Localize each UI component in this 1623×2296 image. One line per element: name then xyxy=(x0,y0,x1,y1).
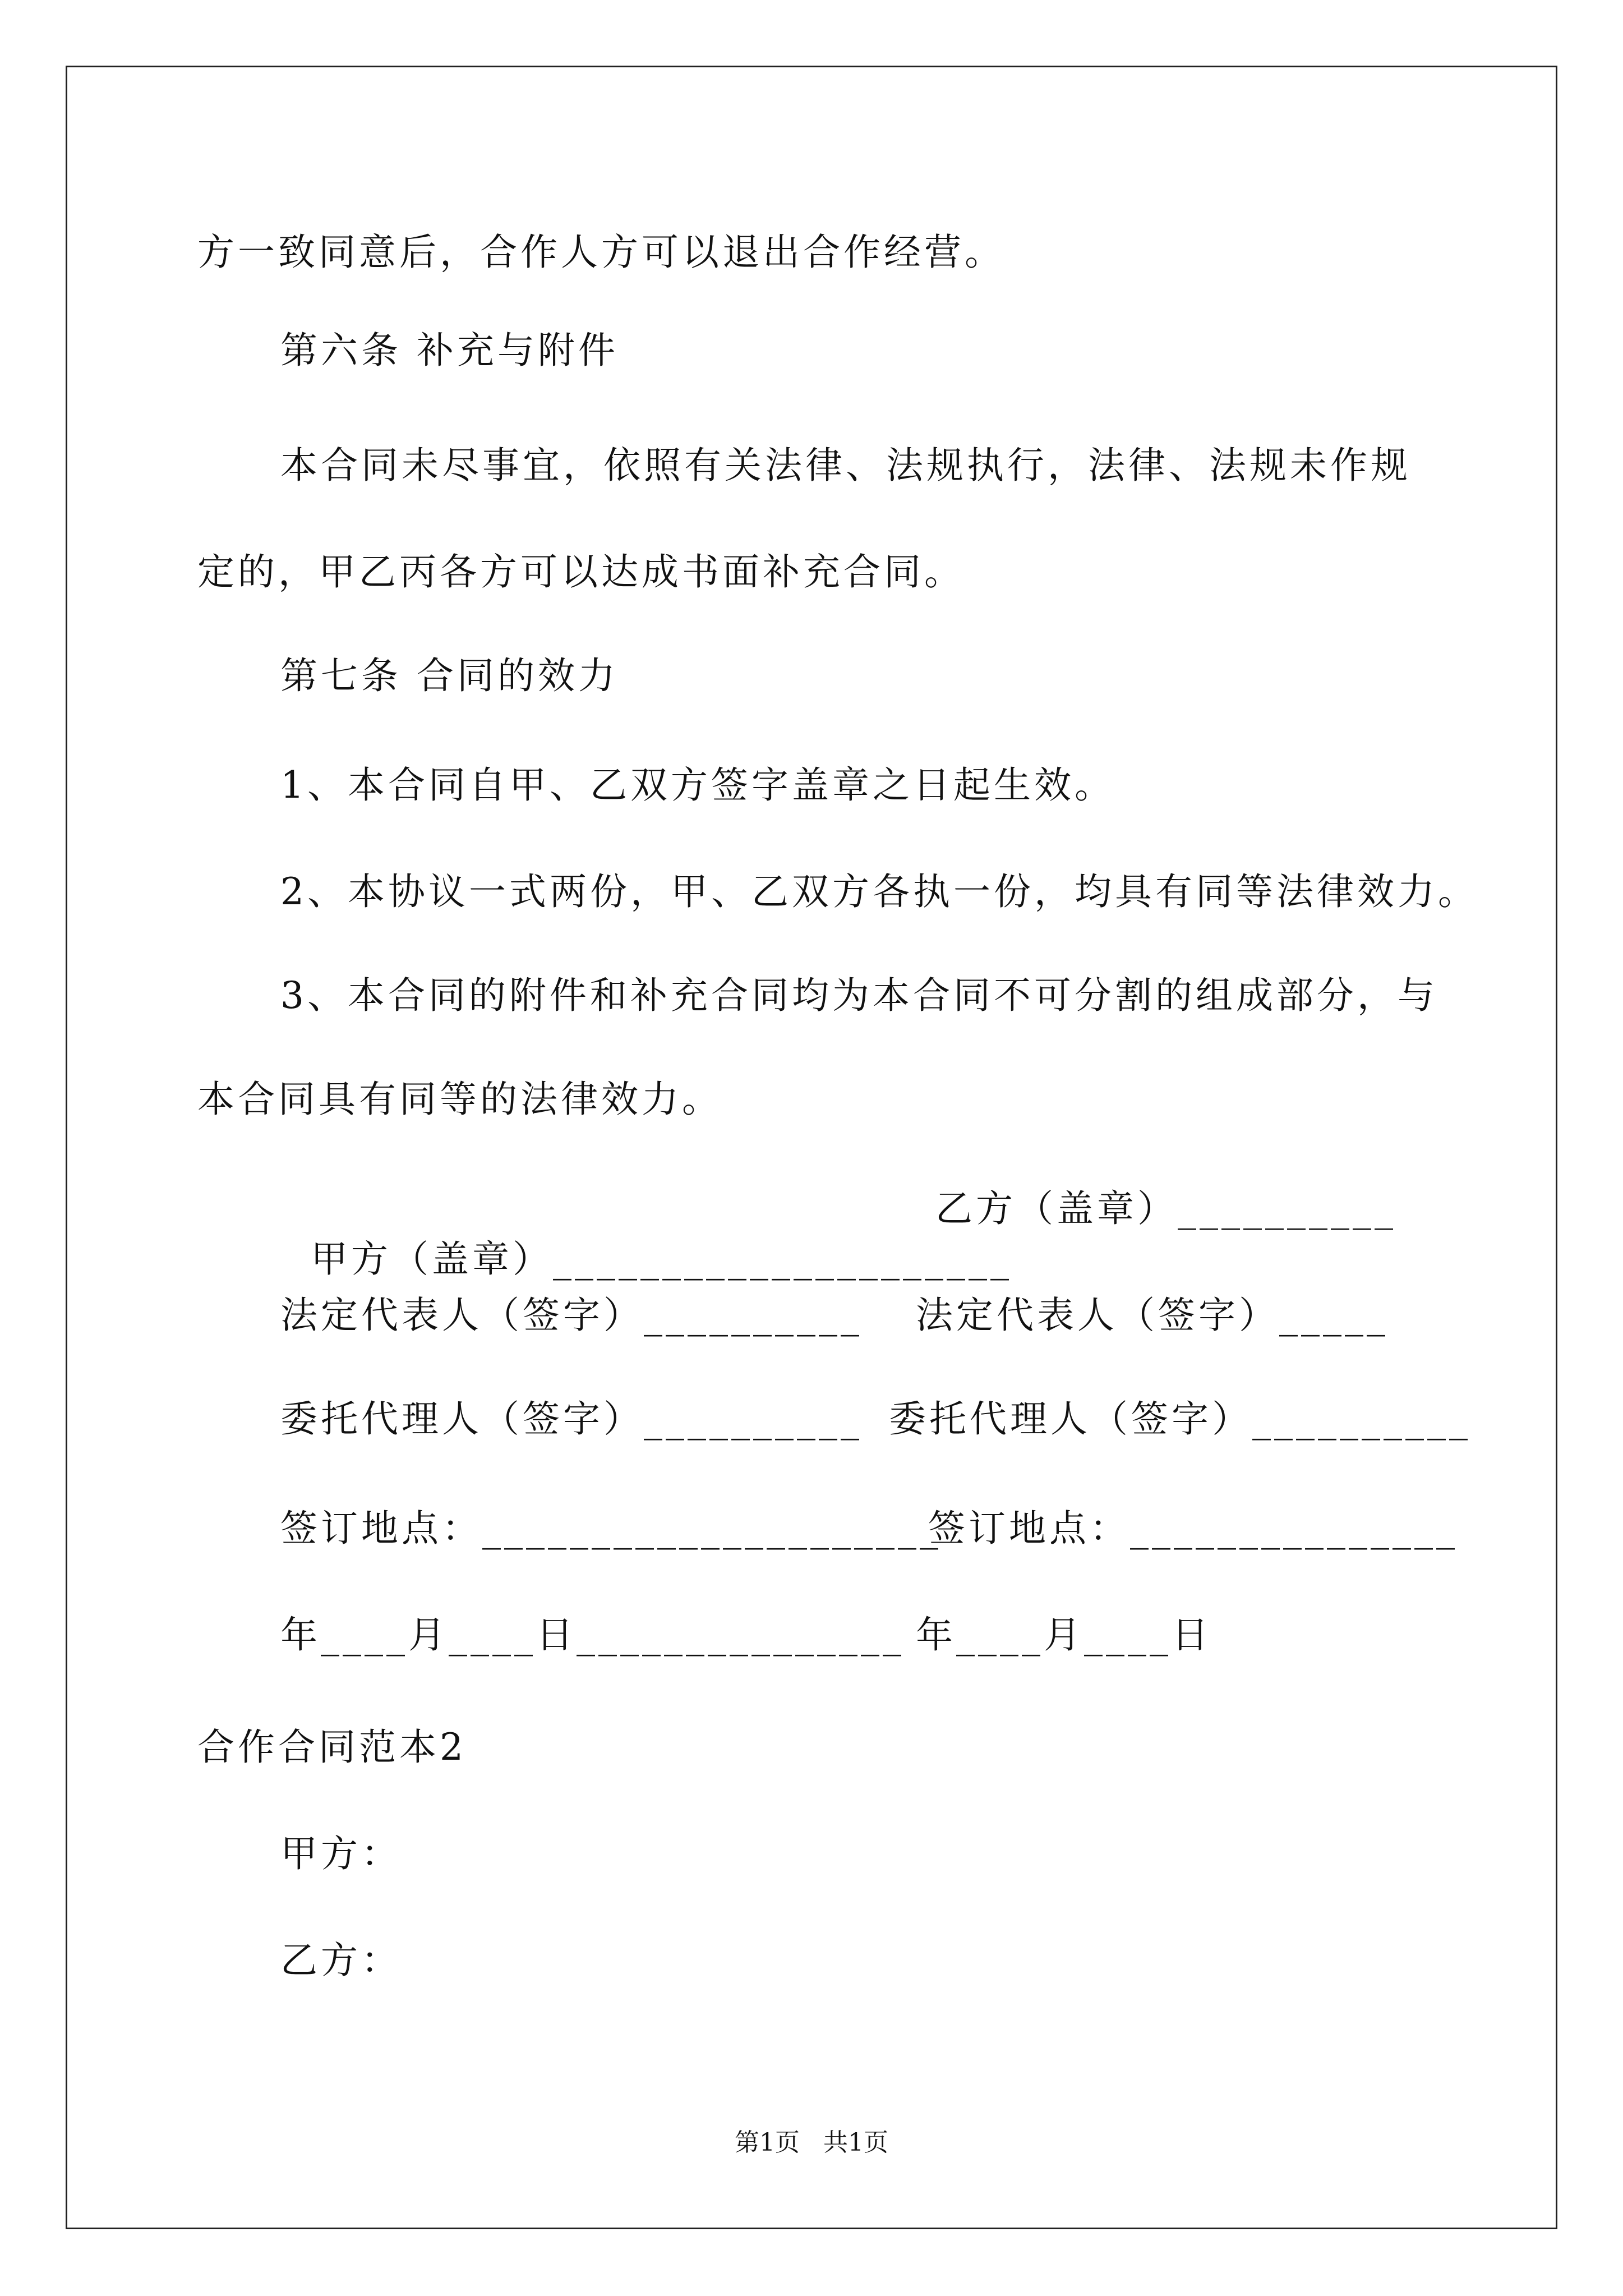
page-footer: 第1页 共1页 xyxy=(735,2128,888,2157)
page-border xyxy=(66,66,1557,2229)
legal-rep-b-field: 法定代表人（签字）_____ xyxy=(916,1294,1389,1337)
signing-place-a-field: 签订地点：_____________________ xyxy=(280,1507,942,1550)
section-2-title: 合作合同范本2 xyxy=(197,1726,467,1769)
paragraph-line: 方一致同意后，合作人方可以退出合作经营。 xyxy=(197,231,1005,274)
date-b-field: 年____月____日 xyxy=(916,1613,1212,1657)
agent-a-field: 委托代理人（签字）__________ xyxy=(280,1397,863,1441)
party-a-label: 甲方： xyxy=(280,1832,402,1875)
party-b-label: 乙方： xyxy=(280,1939,402,1982)
paragraph-line: 定的，甲乙丙各方可以达成书面补充合同。 xyxy=(197,550,965,593)
clause-1: 1、本合同自甲、乙双方签字盖章之日起生效。 xyxy=(280,763,1115,807)
party-b-seal-field: 乙方（盖章）__________ xyxy=(935,1187,1396,1230)
clause-3: 3、本合同的附件和补充合同均为本合同不可分割的组成部分，与 xyxy=(280,974,1438,1017)
paragraph-line: 本合同具有同等的法律效力。 xyxy=(197,1078,722,1121)
clause-2: 2、本协议一式两份，甲、乙双方各执一份，均具有同等法律效力。 xyxy=(280,870,1478,913)
party-a-seal-field: 甲方（盖章）_____________________ xyxy=(310,1237,1012,1281)
signature-row-seal xyxy=(280,1184,1012,1285)
agent-b-field: 委托代理人（签字）__________ xyxy=(889,1397,1471,1441)
signing-place-b-field: 签订地点：_______________ xyxy=(928,1507,1458,1550)
legal-rep-a-field: 法定代表人（签字）__________ xyxy=(280,1294,863,1337)
article-6-heading: 第六条 补充与附件 xyxy=(280,329,619,372)
paragraph-line: 本合同未尽事宜，依照有关法律、法规执行，法律、法规未作规 xyxy=(280,444,1411,487)
article-7-heading: 第七条 合同的效力 xyxy=(280,654,619,697)
date-a-field: 年____月____日_______________ xyxy=(280,1613,905,1657)
